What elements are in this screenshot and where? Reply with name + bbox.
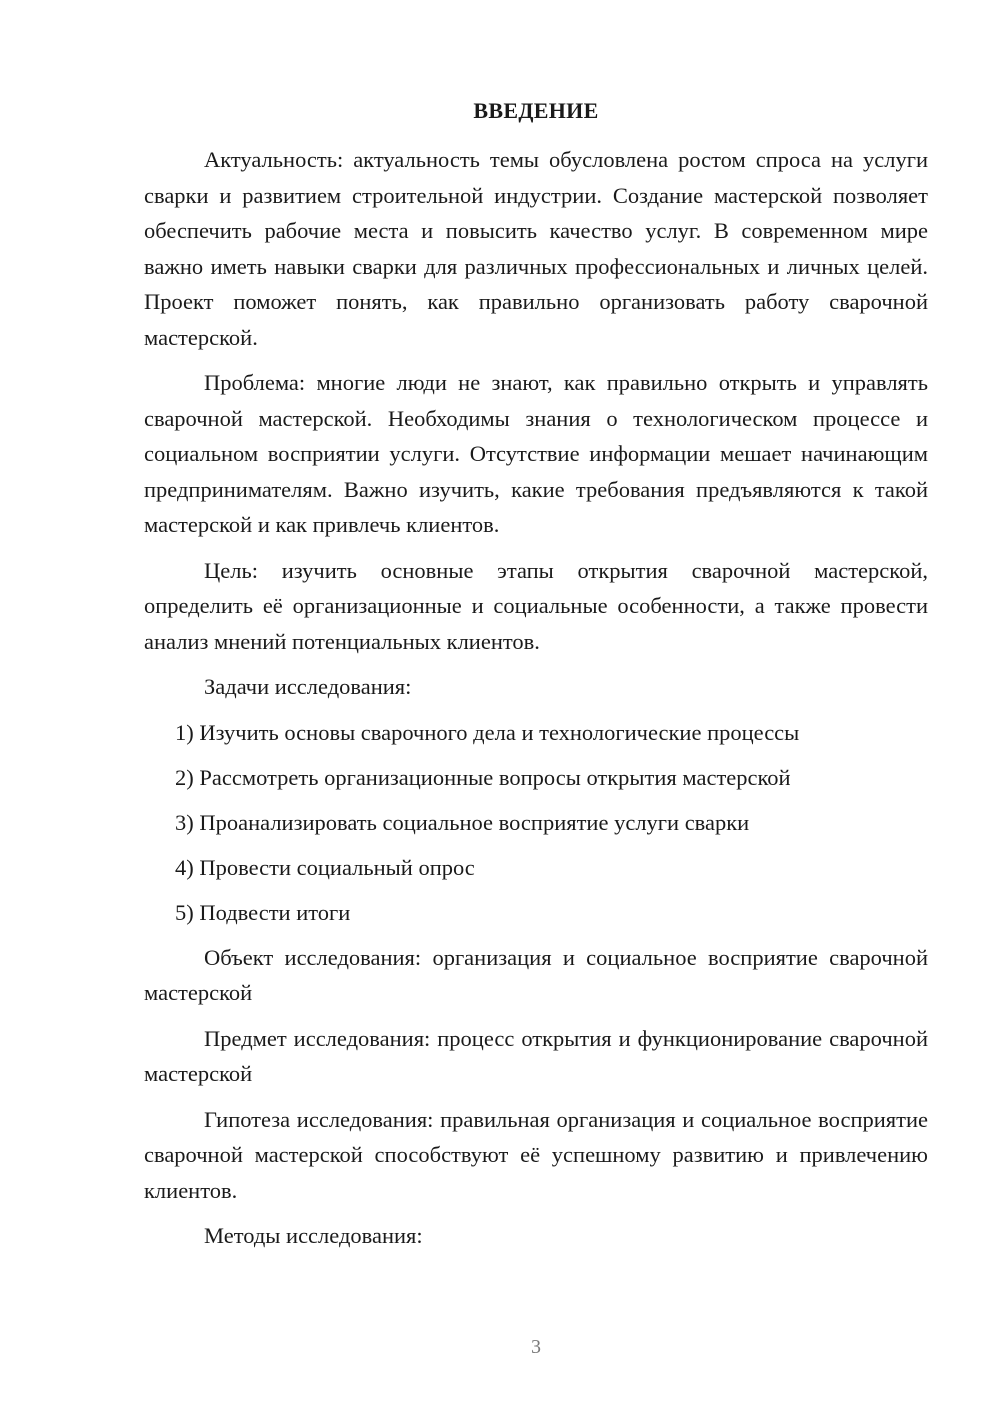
paragraph-tasks-heading: Задачи исследования: xyxy=(204,674,412,699)
page-number: 3 xyxy=(531,1336,541,1358)
list-item: 5) Подвести итоги xyxy=(175,899,351,925)
document-body xyxy=(144,142,928,1264)
paragraph-relevance: Актуальность: актуальность темы обусловлена ростом спроса на услуги сварки и развитием строительной индустрии. Создание мастерской позволяет обеспечить рабочие места и повысить качество услуг. В современном мире важно иметь навыки сварки для различных профессиональных и личных целей. Проект поможет понять, как правильно организовать работу сварочной мастерской. xyxy=(144,147,928,350)
list-item: 4) Провести социальный опрос xyxy=(175,854,475,880)
paragraph-hypothesis: Гипотеза исследования: правильная организация и социальное восприятие сварочной мастерской способствуют её успешному развитию и привлечению клиентов. xyxy=(144,1106,928,1203)
paragraph-problem: Проблема: многие люди не знают, как правильно открыть и управлять сварочной мастерской. Необходимы знания о технологическом процессе и социальном восприятии услуги. Отсутствие информации мешает начинающим предпринимателям. Важно изучить, какие требования предъявляются к такой мастерской и как привлечь клиентов. xyxy=(144,370,928,537)
paragraph-goal: Цель: изучить основные этапы открытия сварочной мастерской, определить её организационные и социальные особенности, а также провести анализ мнений потенциальных клиентов. xyxy=(144,557,928,654)
paragraph-object: Объект исследования: организация и социальное восприятие сварочной мастерской xyxy=(144,944,928,1005)
list-item: 1) Изучить основы сварочного дела и технологические процессы xyxy=(175,719,800,745)
document-page xyxy=(144,0,928,1414)
paragraph-subject: Предмет исследования: процесс открытия и функционирование сварочной мастерской xyxy=(144,1025,928,1086)
list-item: 2) Рассмотреть организационные вопросы открытия мастерской xyxy=(175,764,791,790)
paragraph-methods-heading: Методы исследования: xyxy=(204,1223,423,1248)
page-title: ВВЕДЕНИЕ xyxy=(473,98,599,123)
tasks-list xyxy=(144,715,928,931)
list-item: 3) Проанализировать социальное восприятие услуги сварки xyxy=(175,809,750,835)
